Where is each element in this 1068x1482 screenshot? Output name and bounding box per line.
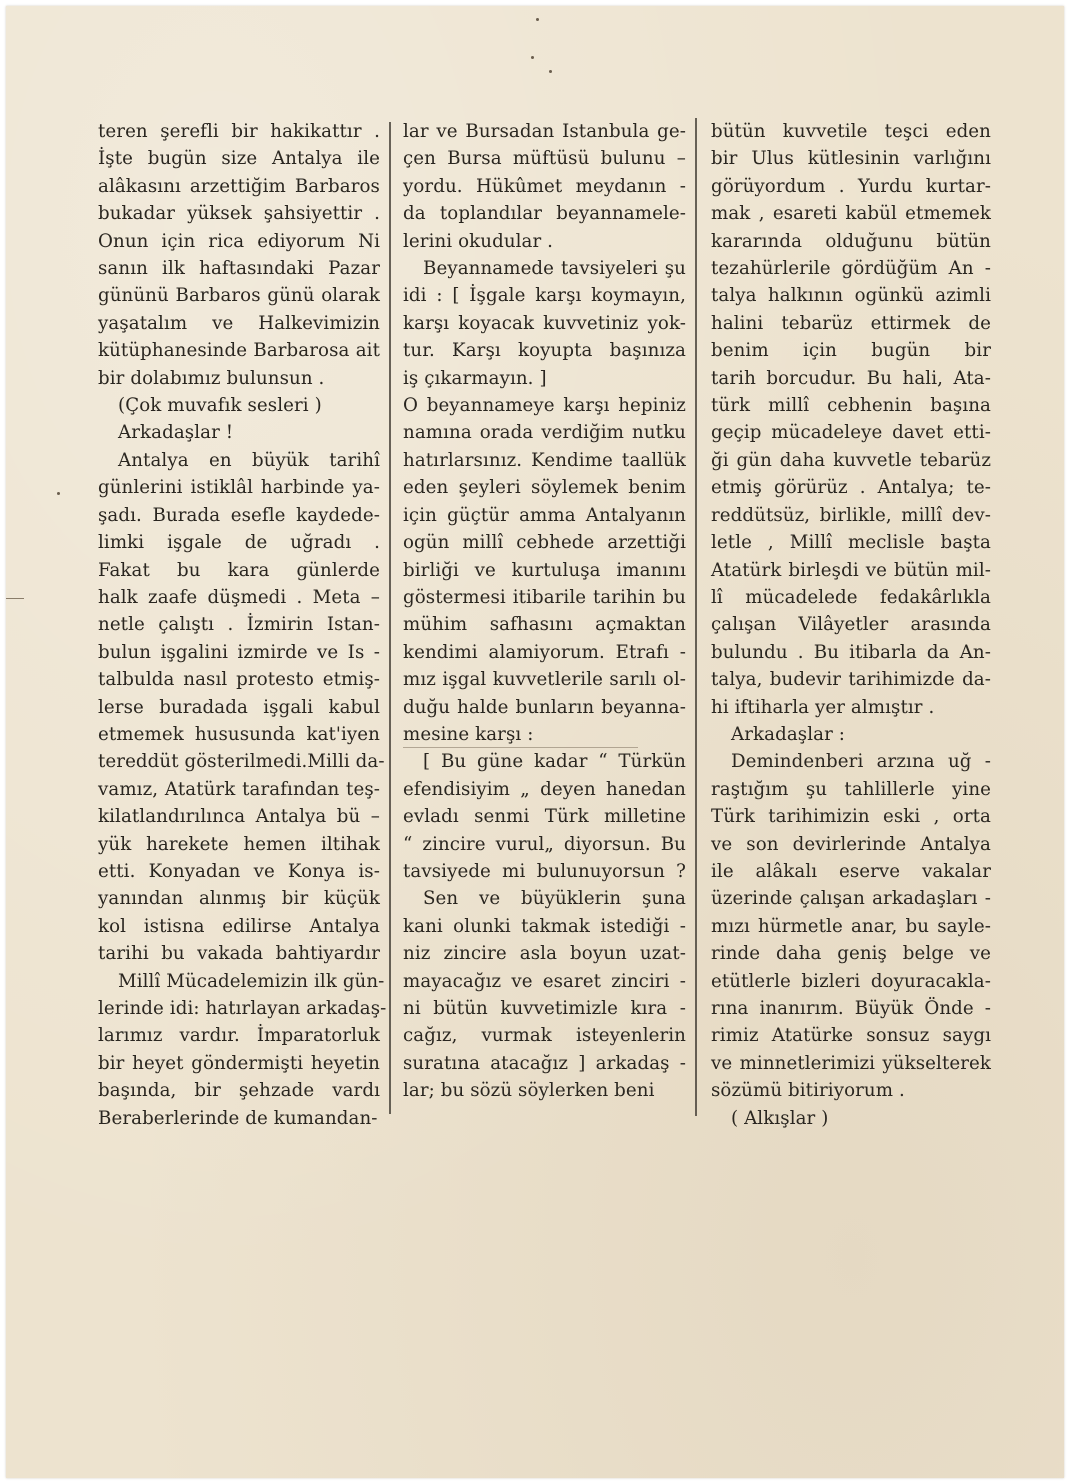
text-line: benim için bugün bir (711, 340, 991, 362)
text-line: çalışan Vilâyetler arasında (711, 614, 991, 636)
text-line: ile alâkalı eserve vakalar (711, 860, 991, 882)
text-line: hi iftiharla yer almıştır . (711, 696, 935, 718)
text-line: başında, bir şehzade vardı (98, 1080, 380, 1102)
text-line: evladı senmi Türk milletine (403, 806, 686, 828)
text-line: kilatlandırılınca Antalya bü – (98, 806, 380, 828)
text-line: ogün millî cebhede arzettiği (403, 532, 686, 554)
text-line: ği gün daha kuvvetle tebarüz (711, 449, 991, 471)
text-line: limki işgale de uğradı . (98, 532, 380, 554)
text-line: Millî Mücadelemizin ilk gün- (118, 970, 385, 992)
text-line: duğu halde bunların beyanna- (403, 696, 686, 718)
text-line: rimiz Atatürke sonsuz saygı (711, 1025, 991, 1047)
column-divider-right (695, 118, 697, 1116)
text-line: Demindenberi arzına uğ - (731, 751, 991, 773)
text-line: Beyannamede tavsiyeleri şu (423, 258, 686, 280)
text-line: mayacağız ve esaret zinciri - (403, 970, 686, 992)
text-line: yordu. Hükûmet meydanın - (403, 175, 686, 197)
text-line: mızı hürmetle anar, bu sayle- (711, 915, 991, 937)
text-line: yanından alınmış bir küçük (98, 888, 380, 910)
text-line: tarih borcudur. Bu hali, Ata- (711, 367, 991, 389)
text-line: kütüphanesinde Barbarosa ait (98, 340, 380, 362)
text-line: da toplandılar beyannamele- (403, 203, 686, 225)
text-line: bir heyet göndermişti heyetin (98, 1052, 380, 1074)
text-line: göstermesi itibarile tarihin bu (403, 586, 686, 608)
text-line: halini tebarüz ettirmek de (711, 312, 991, 334)
text-line: namına orada verdiğim nutku (403, 422, 686, 444)
text-line: efendisiyim „ deyen hanedan (403, 778, 686, 800)
text-line: karşı koyacak kuvvetiniz yok- (403, 312, 686, 334)
text-line: Onun için rica ediyorum Ni (98, 230, 380, 252)
text-line: çen Bursa müftüsü bulunu – (403, 148, 686, 170)
text-line: üzerinde çalışan arkadaşları - (711, 888, 991, 910)
text-line: Sen ve büyüklerin şuna (423, 888, 686, 910)
text-column-2 (403, 118, 686, 1105)
text-line: etütlerle bizleri doyuracakla- (711, 970, 991, 992)
text-line: idi : [ İşgale karşı koymayın, (403, 285, 686, 307)
text-line: iş çıkarmayın. ] (403, 367, 547, 389)
text-line: bukadar yüksek şahsiyettir . (98, 203, 380, 225)
text-line: görüyordum . Yurdu kurtar- (711, 175, 991, 197)
text-line: (Çok muvafık sesleri ) (118, 395, 322, 417)
text-line: bir dolabımız bulunsun . (98, 367, 325, 389)
text-line: mak , esareti kabül etmemek (711, 203, 991, 225)
text-line: ve son devirlerinde Antalya (711, 833, 991, 855)
text-line: etmemek hususunda kat'iyen (98, 723, 380, 745)
text-line: halk zaafe düşmedi . Meta – (98, 586, 380, 608)
text-line: sözümü bitiriyorum . (711, 1080, 905, 1102)
text-line: Beraberlerinde de kumandan- (98, 1107, 378, 1129)
text-line: talbulda nasıl protesto etmiş- (98, 669, 380, 691)
speck-mark (536, 18, 539, 21)
text-line: Fakat bu kara günlerde (98, 559, 380, 581)
text-line: [ Bu güne kadar “ Türkün (423, 751, 686, 773)
text-line: rinde daha geniş belge ve (711, 943, 991, 965)
text-line: Türk tarihimizin eski , orta (711, 806, 991, 828)
text-line: suratına atacağız ] arkadaş - (403, 1052, 686, 1074)
text-line: kol istisna edilirse Antalya (98, 915, 380, 937)
text-line: etti. Konyadan ve Konya is- (98, 860, 380, 882)
text-line: yaşatalım ve Halkevimizin (98, 312, 380, 334)
text-line: birliği ve kurtuluşa imanını (403, 559, 686, 581)
text-line: talya, budevir tarihimizde da- (711, 669, 991, 691)
text-line: reddütsüz, birlikle, millî dev- (711, 504, 991, 526)
text-line: rına inanırım. Büyük Önde - (711, 998, 991, 1019)
column-divider-left (389, 122, 391, 1114)
text-line: yük harekete hemen iltihak (98, 833, 380, 855)
text-line: O beyannameye karşı hepiniz (403, 395, 686, 417)
text-line: kararında olduğunu bütün (711, 230, 991, 252)
text-line: Arkadaşlar : (731, 723, 845, 745)
text-line: lerse buradada işgali kabul (98, 696, 380, 718)
text-line: lî mücadelede fedakârlıkla (711, 586, 991, 608)
text-line: Arkadaşlar ! (118, 422, 234, 444)
text-line: bütün kuvvetile teşci eden (711, 121, 991, 142)
text-line: ( Alkışlar ) (731, 1107, 829, 1129)
text-line: alâkasını arzettiğim Barbaros (98, 175, 380, 197)
paper-crease-mark (6, 598, 24, 599)
text-line: raştığım şu tahlillerle yine (711, 778, 991, 800)
text-line: netle çalıştı . İzmirin Istan- (98, 614, 380, 636)
text-line: vamız, Atatürk tarafından teş- (98, 778, 380, 800)
text-line: Atatürk birleşdi ve bütün mil- (711, 559, 991, 581)
text-line: bulun işgalini izmirde ve Is - (98, 641, 380, 663)
speck-mark (57, 492, 60, 495)
text-line: kani olunki takmak istediği - (403, 915, 686, 937)
text-line: bulundu . Bu itibarla da An- (711, 641, 991, 663)
text-line: kendimi alamiyorum. Etrafı - (403, 641, 686, 663)
text-line: şadı. Burada esefle kaydede- (98, 504, 380, 526)
text-line: cağız, vurmak isteyenlerin (403, 1025, 686, 1047)
text-line: etmiş görürüz . Antalya; te- (711, 477, 991, 499)
text-line: için güçtür amma Antalyanın (403, 504, 686, 526)
text-line: eden şeyleri söylemek benim (403, 477, 686, 499)
text-line: İşte bugün size Antalya ile (98, 148, 380, 170)
speck-mark (531, 56, 534, 59)
text-line: türk millî cebhenin başına (711, 395, 991, 417)
text-line: geçip mücadeleye davet etti- (711, 422, 991, 444)
text-column-3 (711, 118, 991, 1132)
text-line: sanın ilk haftasındaki Pazar (98, 258, 380, 280)
text-line: lerini okudular . (403, 230, 554, 252)
text-line: niz zincire asla boyun uzat- (403, 943, 686, 965)
text-line: larımız vardır. İmparatorluk (98, 1025, 380, 1047)
text-line: bir Ulus kütlesinin varlığını (711, 148, 991, 170)
text-line: lar; bu sözü söylerken beni (403, 1080, 655, 1102)
text-line: mız işgal kuvvetlerile sarılı ol- (403, 669, 686, 691)
text-line: talya halkının ogünkü azimli (711, 285, 991, 307)
speck-mark (549, 70, 552, 73)
text-line: günlerini istiklâl harbinde ya- (98, 477, 380, 499)
text-line: mühim safhasını açmaktan (403, 614, 686, 636)
text-line: ni bütün kuvvetimizle kıra - (403, 998, 686, 1019)
text-line: tavsiyede mi bulunuyorsun ? (403, 860, 686, 882)
text-line: Antalya en büyük tarihî (118, 449, 380, 471)
text-line: gününü Barbaros günü olarak (98, 285, 380, 307)
text-line: mesine karşı : (403, 723, 534, 745)
text-line: ve minnetlerimizi yükselterek (711, 1052, 991, 1074)
text-line: tereddüt gösterilmedi.Milli da- (98, 751, 385, 773)
text-line: lerinde idi: hatırlayan arkadaş- (98, 998, 387, 1019)
text-line: tezahürlerile gördüğüm An - (711, 258, 991, 280)
text-line: “ zincire vurul„ diyorsun. Bu (403, 833, 686, 855)
text-line: tarihi bu vakada bahtiyardır (98, 943, 380, 965)
text-line: tur. Karşı koyupta başınıza (403, 340, 686, 362)
text-line: letle , Millî meclisle başta (711, 532, 991, 554)
text-line: hatırlarsınız. Kendime taallük (403, 449, 686, 471)
text-line: teren şerefli bir hakikattır . (98, 121, 380, 142)
text-column-1 (98, 118, 387, 1132)
text-line: lar ve Bursadan Istanbula ge- (403, 121, 686, 142)
